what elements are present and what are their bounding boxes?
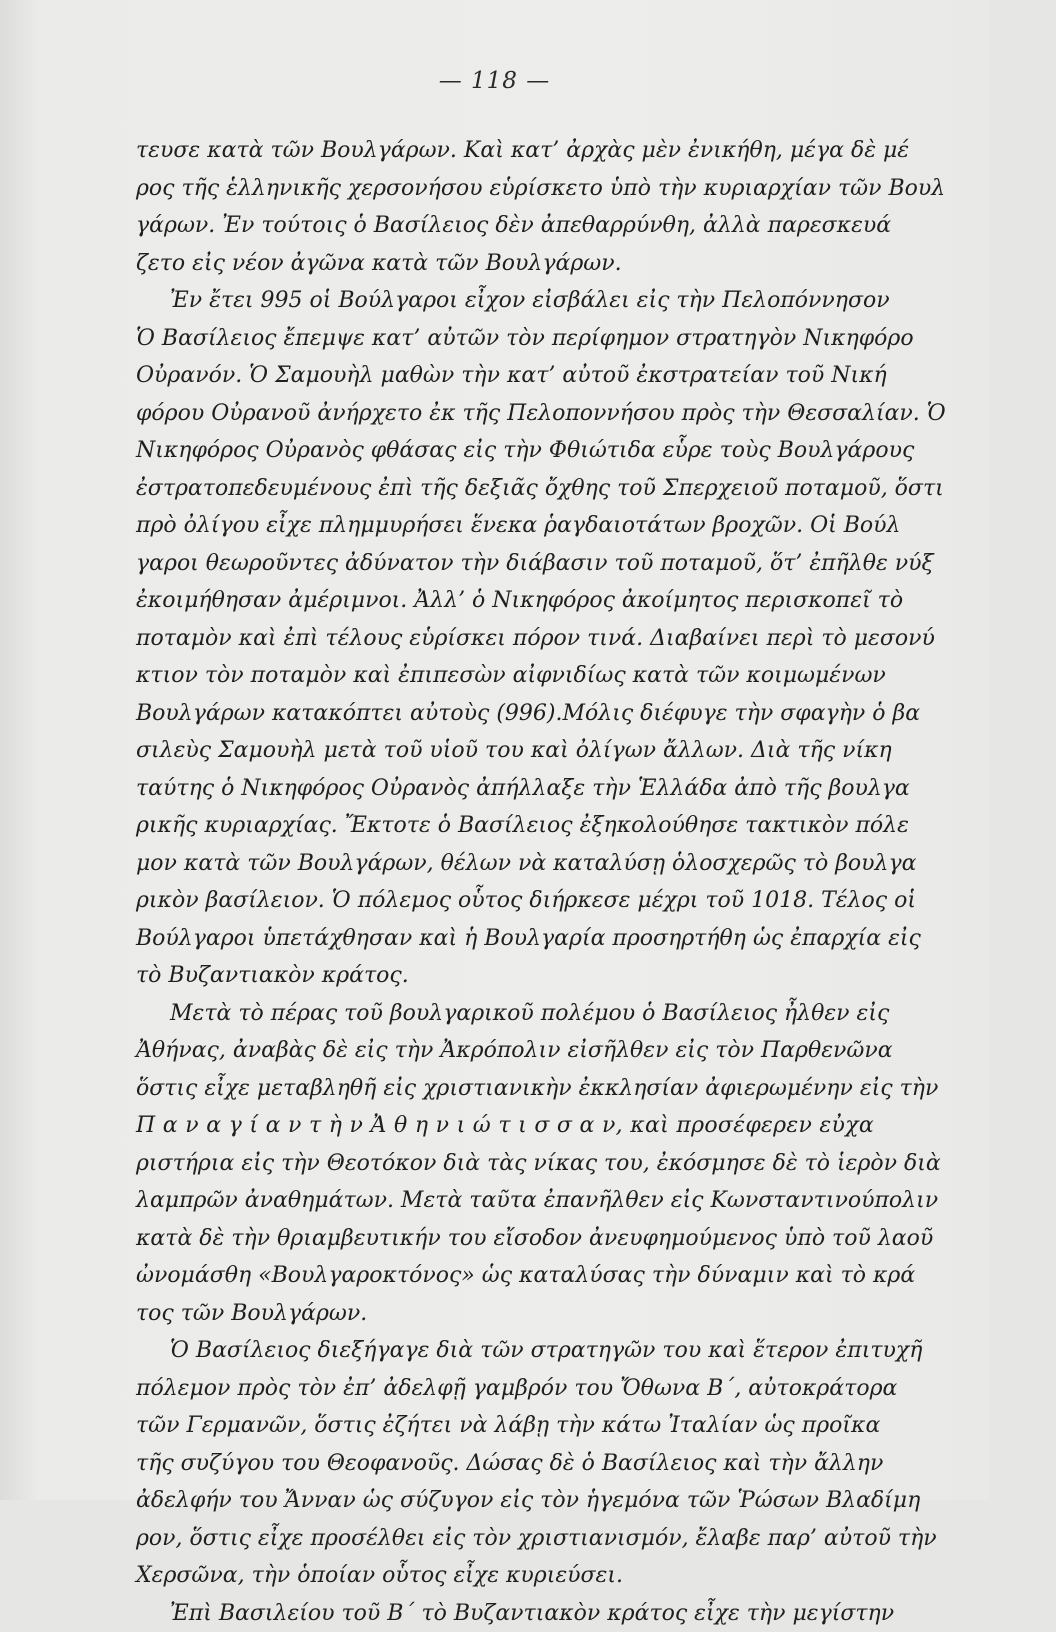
text-line: ταύτης ὁ Νικηφόρος Οὐρανὸς ἀπήλλαξε τὴν Ἑλλάδα ἀπὸ τῆς βουλγα xyxy=(136,770,1056,808)
text-line: Χερσῶνα, τὴν ὁποίαν οὗτος εἶχε κυριεύσει. xyxy=(136,1557,1056,1595)
body-text xyxy=(136,132,1056,1632)
text-line: πρὸ ὀλίγου εἶχε πλημμυρήσει ἕνεκα ῥαγδαιοτάτων βροχῶν. Οἱ Βούλ xyxy=(136,507,1056,545)
page-number: — 118 — xyxy=(0,68,989,94)
text-line: τὸ Βυζαντιακὸν κράτος. xyxy=(136,957,1056,995)
text-line: Ἐπὶ Βασιλείου τοῦ Β΄ τὸ Βυζαντιακὸν κράτος εἶχε τὴν μεγίστην xyxy=(136,1595,1056,1632)
text-line: Βουλγάρων κατακόπτει αὐτοὺς (996).Μόλις διέφυγε τὴν σφαγὴν ὁ βα xyxy=(136,695,1056,733)
text-line: Ὁ Βασίλειος ἔπεμψε κατ’ αὐτῶν τὸν περίφημον στρατηγὸν Νικηφόρο xyxy=(136,320,1056,358)
text-line: ὅστις εἶχε μεταβληθῆ εἰς χριστιανικὴν ἐκκλησίαν ἀφιερωμένην εἰς τὴν xyxy=(136,1070,1056,1108)
text-line: ὠνομάσθη «Βουλγαροκτόνος» ὡς καταλύσας τὴν δύναμιν καὶ τὸ κρά xyxy=(136,1257,1056,1295)
text-line: ἀδελφήν του Ἄνναν ὡς σύζυγον εἰς τὸν ἡγεμόνα τῶν Ῥώσων Βλαδίμη xyxy=(136,1482,1056,1520)
text-line: κατὰ δὲ τὴν θριαμβευτικήν του εἴσοδον ἀνευφημούμενος ὑπὸ τοῦ λαοῦ xyxy=(136,1220,1056,1258)
text-line: τῶν Γερμανῶν, ὅστις ἐζήτει νὰ λάβῃ τὴν κάτω Ἰταλίαν ὡς προῖκα xyxy=(136,1407,1056,1445)
text-line: φόρου Οὐρανοῦ ἀνήρχετο ἐκ τῆς Πελοποννήσου πρὸς τὴν Θεσσαλίαν. Ὁ xyxy=(136,395,1056,433)
text-line: τευσε κατὰ τῶν Βουλγάρων. Καὶ κατ’ ἀρχὰς μὲν ἐνικήθη, μέγα δὲ μέ xyxy=(136,132,1056,170)
text-line: Ἐν ἔτει 995 οἱ Βούλγαροι εἶχον εἰσβάλει εἰς τὴν Πελοπόννησον xyxy=(136,282,1056,320)
text-line: κτιον τὸν ποταμὸν καὶ ἐπιπεσὼν αἰφνιδίως κατὰ τῶν κοιμωμένων xyxy=(136,657,1056,695)
text-line: μον κατὰ τῶν Βουλγάρων, θέλων νὰ καταλύσῃ ὁλοσχερῶς τὸ βουλγα xyxy=(136,845,1056,883)
text-line: ζετο εἰς νέον ἀγῶνα κατὰ τῶν Βουλγάρων. xyxy=(136,245,1056,283)
text-line: Μετὰ τὸ πέρας τοῦ βουλγαρικοῦ πολέμου ὁ Βασίλειος ἦλθεν εἰς xyxy=(136,995,1056,1033)
text-line: Π α ν α γ ί α ν τ ὴ ν Ἀ θ η ν ι ώ τ ι σ σ α ν, καὶ προσέφερεν εὐχα xyxy=(136,1107,1056,1145)
text-line: γαροι θεωροῦντες ἀδύνατον τὴν διάβασιν τοῦ ποταμοῦ, ὅτ’ ἐπῆλθε νύξ xyxy=(136,545,1056,583)
text-line: ἐκοιμήθησαν ἀμέριμνοι. Ἀλλ’ ὁ Νικηφόρος ἀκοίμητος περισκοπεῖ τὸ xyxy=(136,582,1056,620)
text-line: πόλεμον πρὸς τὸν ἐπ’ ἀδελφῇ γαμβρόν του Ὄθωνα Β΄, αὐτοκράτορα xyxy=(136,1370,1056,1408)
text-line: σιλεὺς Σαμουὴλ μετὰ τοῦ υἱοῦ του καὶ ὀλίγων ἄλλων. Διὰ τῆς νίκη xyxy=(136,732,1056,770)
text-line: ἐστρατοπεδευμένους ἐπὶ τῆς δεξιᾶς ὄχθης τοῦ Σπερχειοῦ ποταμοῦ, ὅστι xyxy=(136,470,1056,508)
text-line: ρον, ὅστις εἶχε προσέλθει εἰς τὸν χριστιανισμόν, ἔλαβε παρ’ αὐτοῦ τὴν xyxy=(136,1520,1056,1558)
text-line: Νικηφόρος Οὐρανὸς φθάσας εἰς τὴν Φθιώτιδα εὗρε τοὺς Βουλγάρους xyxy=(136,432,1056,470)
text-line: Βούλγαροι ὑπετάχθησαν καὶ ἡ Βουλγαρία προσηρτήθη ὡς ἐπαρχία εἰς xyxy=(136,920,1056,958)
text-line: τος τῶν Βουλγάρων. xyxy=(136,1295,1056,1333)
text-line: τῆς συζύγου του Θεοφανοῦς. Δώσας δὲ ὁ Βασίλειος καὶ τὴν ἄλλην xyxy=(136,1445,1056,1483)
text-line: ποταμὸν καὶ ἐπὶ τέλους εὑρίσκει πόρον τινά. Διαβαίνει περὶ τὸ μεσονύ xyxy=(136,620,1056,658)
text-line: ρος τῆς ἑλληνικῆς χερσονήσου εὑρίσκετο ὑπὸ τὴν κυριαρχίαν τῶν Βουλ xyxy=(136,170,1056,208)
text-line: γάρων. Ἐν τούτοις ὁ Βασίλειος δὲν ἀπεθαρρύνθη, ἀλλὰ παρεσκευά xyxy=(136,207,1056,245)
text-line: Οὐρανόν. Ὁ Σαμουὴλ μαθὼν τὴν κατ’ αὐτοῦ ἐκστρατείαν τοῦ Νική xyxy=(136,357,1056,395)
text-line: λαμπρῶν ἀναθημάτων. Μετὰ ταῦτα ἐπανῆλθεν εἰς Κωνσταντινούπολιν xyxy=(136,1182,1056,1220)
text-line: ρικὸν βασίλειον. Ὁ πόλεμος οὗτος διήρκεσε μέχρι τοῦ 1018. Τέλος οἱ xyxy=(136,882,1056,920)
text-line: Ἀθήνας, ἀναβὰς δὲ εἰς τὴν Ἀκρόπολιν εἰσῆλθεν εἰς τὸν Παρθενῶνα xyxy=(136,1032,1056,1070)
text-line: Ὁ Βασίλειος διεξήγαγε διὰ τῶν στρατηγῶν του καὶ ἕτερον ἐπιτυχῆ xyxy=(136,1332,1056,1370)
text-line: ρικῆς κυριαρχίας. Ἔκτοτε ὁ Βασίλειος ἐξηκολούθησε τακτικὸν πόλε xyxy=(136,807,1056,845)
text-line: ριστήρια εἰς τὴν Θεοτόκον διὰ τὰς νίκας του, ἐκόσμησε δὲ τὸ ἱερὸν διὰ xyxy=(136,1145,1056,1183)
